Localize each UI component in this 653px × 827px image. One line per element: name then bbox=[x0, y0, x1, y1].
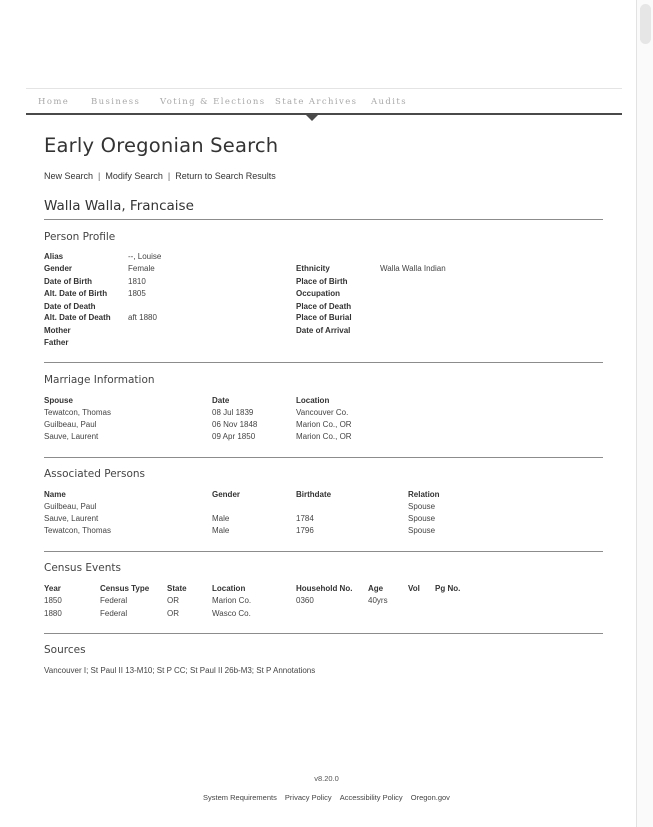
dod-label: Date of Death bbox=[44, 302, 96, 311]
alt-dob-value: 1805 bbox=[128, 289, 146, 298]
assoc-gender: Male bbox=[212, 526, 230, 535]
marriage-header-spouse: Spouse bbox=[44, 396, 73, 405]
marriage-date: 06 Nov 1848 bbox=[212, 420, 258, 429]
version-label: v8.20.0 bbox=[314, 774, 339, 783]
census-header-household: Household No. bbox=[296, 584, 353, 593]
nav-voting-elections[interactable]: Voting & Elections bbox=[160, 97, 266, 107]
new-search-link[interactable]: New Search bbox=[44, 171, 94, 181]
marriage-location: Vancouver Co. bbox=[296, 408, 349, 417]
return-results-link[interactable]: Return to Search Results bbox=[175, 171, 276, 181]
nav-active-indicator bbox=[306, 115, 318, 121]
footer-system-requirements-link[interactable]: System Requirements bbox=[203, 793, 277, 802]
marriage-location: Marion Co., OR bbox=[296, 432, 352, 441]
census-type: Federal bbox=[100, 609, 128, 618]
arrival-label: Date of Arrival bbox=[296, 326, 351, 335]
assoc-birthdate: 1784 bbox=[296, 514, 314, 523]
assoc-name: Tewatcon, Thomas bbox=[44, 526, 111, 535]
dob-label: Date of Birth bbox=[44, 277, 92, 286]
main-nav bbox=[26, 88, 622, 115]
census-state: OR bbox=[167, 609, 179, 618]
search-links bbox=[44, 171, 276, 181]
assoc-relation: Spouse bbox=[408, 502, 436, 511]
nav-home[interactable]: Home bbox=[38, 97, 70, 107]
census-header-location: Location bbox=[212, 584, 246, 593]
marriage-header-date: Date bbox=[212, 396, 230, 405]
census-age: 40yrs bbox=[368, 596, 388, 605]
marriage-date: 09 Apr 1850 bbox=[212, 432, 256, 441]
marriage-date: 08 Jul 1839 bbox=[212, 408, 254, 417]
divider bbox=[44, 551, 603, 552]
mother-label: Mother bbox=[44, 326, 71, 335]
section-census-events: Census Events bbox=[44, 562, 121, 574]
nav-underline bbox=[26, 113, 622, 115]
census-household: 0360 bbox=[296, 596, 314, 605]
footer-links bbox=[0, 793, 653, 802]
nav-business[interactable]: Business bbox=[91, 97, 141, 107]
assoc-name: Sauve, Laurent bbox=[44, 514, 99, 523]
census-state: OR bbox=[167, 596, 179, 605]
occupation-label: Occupation bbox=[296, 289, 341, 298]
assoc-birthdate: 1796 bbox=[296, 526, 314, 535]
pod-label: Place of Death bbox=[296, 302, 352, 311]
census-header-age: Age bbox=[368, 584, 384, 593]
gender-value: Female bbox=[128, 264, 155, 273]
census-year: 1880 bbox=[44, 609, 62, 618]
sources-text: Vancouver I; St Paul II 13-M10; St P CC; St Paul II 26b-M3; St P Annotations bbox=[44, 666, 316, 675]
alt-dob-label: Alt. Date of Birth bbox=[44, 289, 108, 298]
nav-audits[interactable]: Audits bbox=[371, 97, 407, 107]
marriage-spouse: Tewatcon, Thomas bbox=[44, 408, 111, 417]
alias-label: Alias bbox=[44, 252, 64, 261]
census-location: Wasco Co. bbox=[212, 609, 251, 618]
dob-value: 1810 bbox=[128, 277, 146, 286]
marriage-spouse: Sauve, Laurent bbox=[44, 432, 99, 441]
section-associated-persons: Associated Persons bbox=[44, 468, 146, 480]
census-header-page: Pg No. bbox=[435, 584, 461, 593]
marriage-location: Marion Co., OR bbox=[296, 420, 352, 429]
assoc-relation: Spouse bbox=[408, 514, 436, 523]
ethnicity-value: Walla Walla Indian bbox=[380, 264, 446, 273]
divider bbox=[44, 362, 603, 363]
gender-label: Gender bbox=[44, 264, 73, 273]
alt-dod-label: Alt. Date of Death bbox=[44, 313, 111, 322]
alias-value: --, Louise bbox=[128, 252, 162, 261]
divider bbox=[44, 633, 603, 634]
divider bbox=[44, 457, 603, 458]
census-header-type: Census Type bbox=[100, 584, 150, 593]
footer-oregon-gov-link[interactable]: Oregon.gov bbox=[410, 793, 450, 802]
section-person-profile: Person Profile bbox=[44, 231, 116, 243]
census-type: Federal bbox=[100, 596, 128, 605]
assoc-header-birthdate: Birthdate bbox=[296, 490, 332, 499]
footer-privacy-policy-link[interactable]: Privacy Policy bbox=[284, 793, 332, 802]
burial-label: Place of Burial bbox=[296, 313, 352, 322]
assoc-relation: Spouse bbox=[408, 526, 436, 535]
father-label: Father bbox=[44, 338, 69, 347]
divider bbox=[44, 219, 603, 220]
census-header-state: State bbox=[167, 584, 187, 593]
page-title: Early Oregonian Search bbox=[44, 134, 279, 157]
link-separator: | bbox=[167, 171, 171, 181]
person-name: Walla Walla, Francaise bbox=[44, 198, 194, 214]
marriage-header-location: Location bbox=[296, 396, 330, 405]
assoc-header-relation: Relation bbox=[408, 490, 440, 499]
nav-state-archives[interactable]: State Archives bbox=[275, 97, 358, 107]
census-header-vol: Vol bbox=[408, 584, 420, 593]
marriage-spouse: Guilbeau, Paul bbox=[44, 420, 97, 429]
section-marriage: Marriage Information bbox=[44, 374, 155, 386]
pob-label: Place of Birth bbox=[296, 277, 348, 286]
section-sources: Sources bbox=[44, 644, 86, 656]
modify-search-link[interactable]: Modify Search bbox=[105, 171, 163, 181]
scrollbar-thumb[interactable] bbox=[640, 4, 651, 44]
census-location: Marion Co. bbox=[212, 596, 252, 605]
vertical-scrollbar[interactable] bbox=[636, 0, 653, 827]
assoc-header-gender: Gender bbox=[212, 490, 241, 499]
footer-accessibility-policy-link[interactable]: Accessibility Policy bbox=[339, 793, 403, 802]
assoc-name: Guilbeau, Paul bbox=[44, 502, 97, 511]
link-separator: | bbox=[98, 171, 101, 181]
assoc-gender: Male bbox=[212, 514, 230, 523]
census-year: 1850 bbox=[44, 596, 62, 605]
ethnicity-label: Ethnicity bbox=[296, 264, 330, 273]
alt-dod-value: aft 1880 bbox=[128, 313, 157, 322]
census-header-year: Year bbox=[44, 584, 61, 593]
assoc-header-name: Name bbox=[44, 490, 66, 499]
